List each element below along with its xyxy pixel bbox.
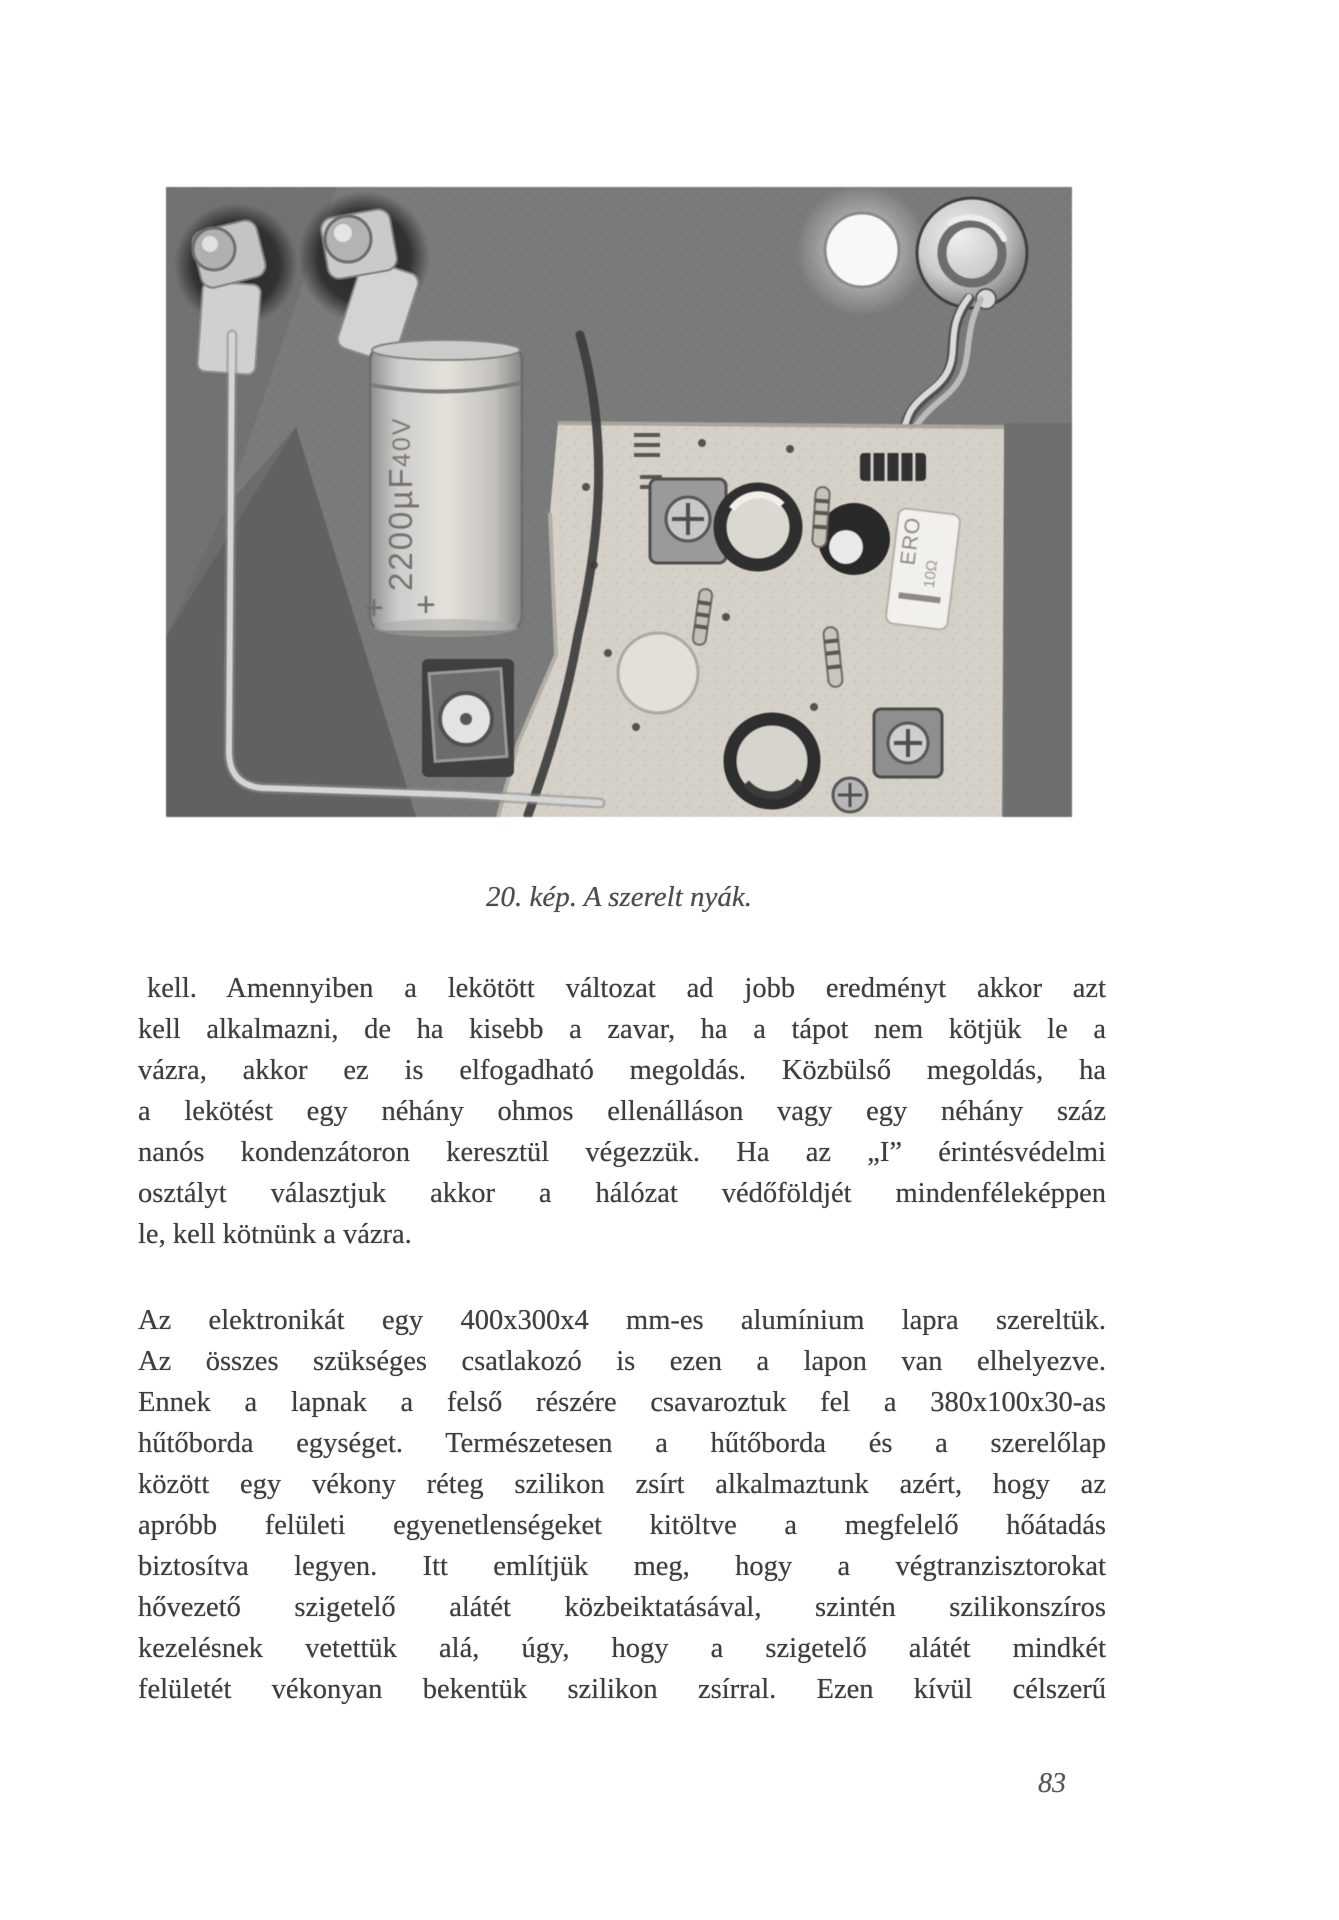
cable-grommet [917, 198, 1027, 309]
transistor-can-3 [730, 719, 814, 803]
page-number: 83 [1038, 1768, 1066, 1799]
text-line: hővezető szigetelő alátét közbeiktatásával, szintén szilikonszíros [138, 1592, 1106, 1623]
text-line: kezelésnek vetettük alá, úgy, hogy a szigetelő alátét mindkét [138, 1633, 1106, 1664]
text-line: vázra, akkor ez is elfogadható megoldás. Közbülső megoldás, ha [138, 1055, 1106, 1086]
text-line: között egy vékony réteg szilikon zsírt alkalmaztunk azért, hogy az [138, 1469, 1106, 1500]
paragraph-1 [138, 968, 1106, 1255]
ero-brand-label: ERO [896, 515, 926, 567]
disc-capacitor [618, 633, 698, 713]
corner-bracket [422, 659, 514, 777]
ero-resistor [885, 508, 961, 631]
text-line: biztosítva legyen. Itt említjük meg, hogy a végtranzisztorokat [138, 1551, 1106, 1582]
svg-text:+: + [416, 586, 436, 624]
ero-value-label: 10Ω [920, 559, 942, 589]
trimmer-pot-2 [874, 709, 942, 777]
text-line: apróbb felületi egyenetlenségeket kitöltve a megfelelő hőátadás [138, 1510, 1106, 1541]
electrolytic-capacitor [364, 340, 522, 637]
text-line: hűtőborda egységet. Természetesen a hűtőborda és a szerelőlap [138, 1428, 1106, 1459]
resistor-1 [812, 487, 830, 548]
mounting-hole [796, 187, 928, 316]
figure-caption: 20. kép. A szerelt nyák. [485, 881, 753, 913]
text-line: Ennek a lapnak a felső részére csavaroztuk fel a 380x100x30-as [138, 1387, 1106, 1418]
screw-head [833, 778, 867, 812]
text-line: a lekötést egy néhány ohmos ellenálláson vagy egy néhány száz [138, 1096, 1106, 1127]
text-line: Az elektronikát egy 400x300x4 mm-es alumínium lapra szereltük. [138, 1305, 1106, 1336]
text-line: osztályt választjuk akkor a hálózat védőföldjét mindenféleképpen [138, 1178, 1106, 1209]
photo-assembled-pcb [166, 187, 1072, 817]
text-line: felületét vékonyan bekentük szilikon zsírral. Ezen kívül célszerű [138, 1674, 1106, 1705]
transistor-can-1 [720, 489, 796, 565]
capacitor-value-label: 2200µF [382, 466, 419, 591]
svg-text:+: + [364, 589, 384, 627]
text-line: nanós kondenzátoron keresztül végezzük. Ha az „I” érintésvédelmi [138, 1137, 1106, 1168]
paragraph-2 [138, 1300, 1106, 1710]
text-line: le, kell kötnünk a vázra. [138, 1219, 412, 1250]
text-line: kell alkalmazni, de ha kisebb a zavar, ha a tápot nem kötjük le a [138, 1014, 1106, 1045]
connector-block [860, 453, 926, 481]
text-line: Az összes szükséges csatlakozó is ezen a lapon van elhelyezve. [138, 1346, 1106, 1377]
capacitor-voltage-label: 40V [388, 416, 416, 467]
text-line: kell. Amennyiben a lekötött változat ad jobb eredményt akkor azt [147, 973, 1106, 1004]
